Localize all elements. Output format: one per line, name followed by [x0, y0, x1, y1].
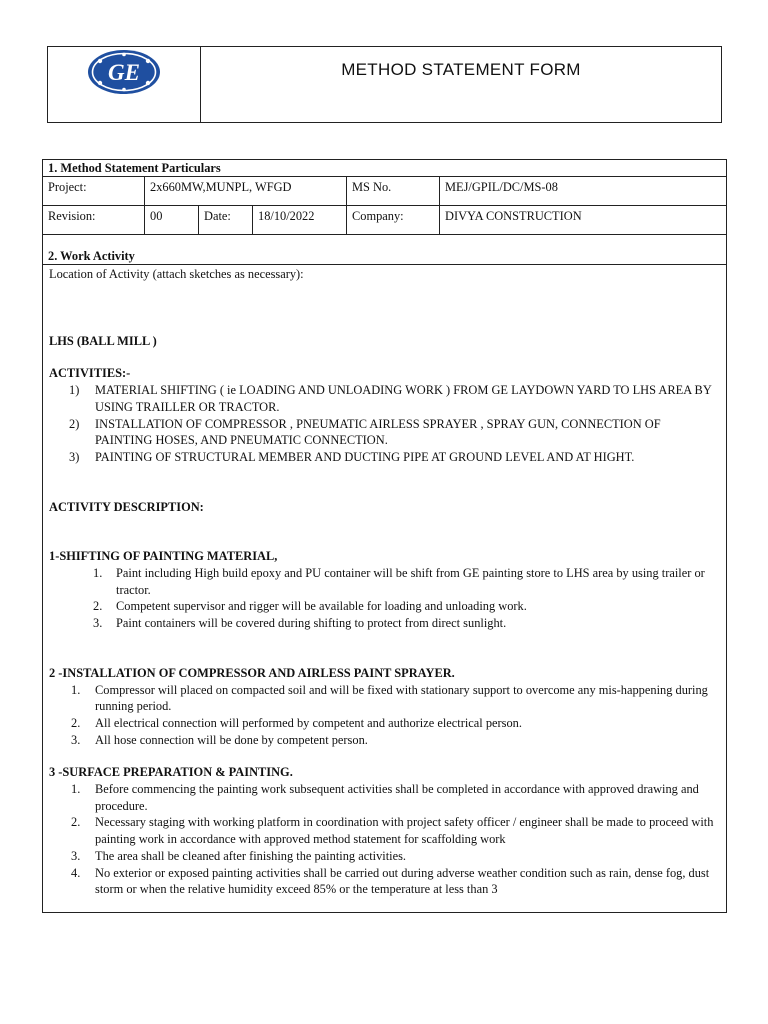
- method-statement-table: [42, 159, 727, 913]
- part2-heading: 2 -INSTALLATION OF COMPRESSOR AND AIRLESS PAINT SPRAYER.: [49, 665, 455, 680]
- form-title: METHOD STATEMENT FORM: [341, 60, 581, 79]
- activities-heading: ACTIVITIES:-: [49, 366, 131, 381]
- location-line: Location of Activity (attach sketches as necessary):: [49, 267, 304, 281]
- section2-heading: 2. Work Activity: [43, 235, 727, 265]
- company-label: Company:: [347, 206, 440, 235]
- section1-heading: 1. Method Statement Particulars: [43, 160, 727, 177]
- project-label: Project:: [43, 177, 145, 206]
- list-item: 3. The area shall be cleaned after finishing the painting activities.: [71, 848, 407, 863]
- part1-list: [49, 565, 720, 632]
- part1-heading: 1-SHIFTING OF PAINTING MATERIAL,: [49, 549, 278, 564]
- svg-text:GE: GE: [108, 60, 140, 85]
- part3-list: [49, 781, 720, 898]
- list-item: 1. Paint including High build epoxy and PU container will be shift from GE painting store to LHS area by using trailer or tractor.: [93, 566, 705, 597]
- title-cell: [201, 47, 721, 122]
- activities-list: [49, 382, 720, 466]
- form-header: [47, 46, 722, 123]
- revision-value: 00: [145, 206, 199, 235]
- list-item: 3) PAINTING OF STRUCTURAL MEMBER AND DUCTING PIPE AT GROUND LEVEL AND AT HIGHT.: [69, 449, 635, 464]
- list-item: 1. Compressor will placed on compacted soil and will be fixed with stationary support to overcome any mis-happening during running period.: [71, 682, 708, 714]
- list-item: 1. Before commencing the painting work subsequent activities shall be completed in accordance with approved drawing and procedure.: [71, 782, 699, 813]
- list-item: 2. Competent supervisor and rigger will be available for loading and unloading work.: [93, 599, 527, 614]
- list-item: 3. All hose connection will be done by competent person.: [71, 732, 368, 747]
- description-heading: ACTIVITY DESCRIPTION:: [49, 499, 204, 514]
- location-value: LHS (BALL MILL ): [49, 333, 157, 348]
- revision-label: Revision:: [43, 206, 145, 235]
- list-item: 2. All electrical connection will performed by competent and authorize electrical person.: [71, 715, 522, 730]
- part2-list: [49, 682, 720, 749]
- ms-no-value: MEJ/GPIL/DC/MS-08: [440, 177, 727, 206]
- company-value: DIVYA CONSTRUCTION: [440, 206, 727, 235]
- list-item: 1) MATERIAL SHIFTING ( ie LOADING AND UNLOADING WORK ) FROM GE LAYDOWN YARD TO LHS AREA BY USING TRAILLER OR TRACTOR.: [69, 383, 712, 414]
- list-item: 3. Paint containers will be covered during shifting to protect from direct sunlight.: [93, 616, 507, 631]
- date-label: Date:: [199, 206, 253, 235]
- project-value: 2x660MW,MUNPL, WFGD: [145, 177, 347, 206]
- ge-logo-icon: [86, 49, 162, 95]
- list-item: 4. No exterior or exposed painting activities shall be carried out during adverse weather condition such as rain, dense fog, dust storm or when the relative humidity exceed 85% or the temperature at less than 3: [71, 865, 710, 897]
- list-item: 2. Necessary staging with working platform in coordination with project safety officer / engineer shall be made to proceed with painting work in accordance with approved method statement for scaffolding work: [71, 815, 714, 847]
- work-activity-body: [43, 265, 727, 913]
- date-value: 18/10/2022: [253, 206, 347, 235]
- ms-no-label: MS No.: [347, 177, 440, 206]
- logo-cell: [48, 47, 201, 122]
- list-item: 2) INSTALLATION OF COMPRESSOR , PNEUMATIC AIRLESS SPRAYER , SPRAY GUN, CONNECTION OF PAINTING HOSES, AND PNEUMATIC CONNECTION.: [69, 416, 661, 448]
- part3-heading: 3 -SURFACE PREPARATION & PAINTING.: [49, 765, 293, 780]
